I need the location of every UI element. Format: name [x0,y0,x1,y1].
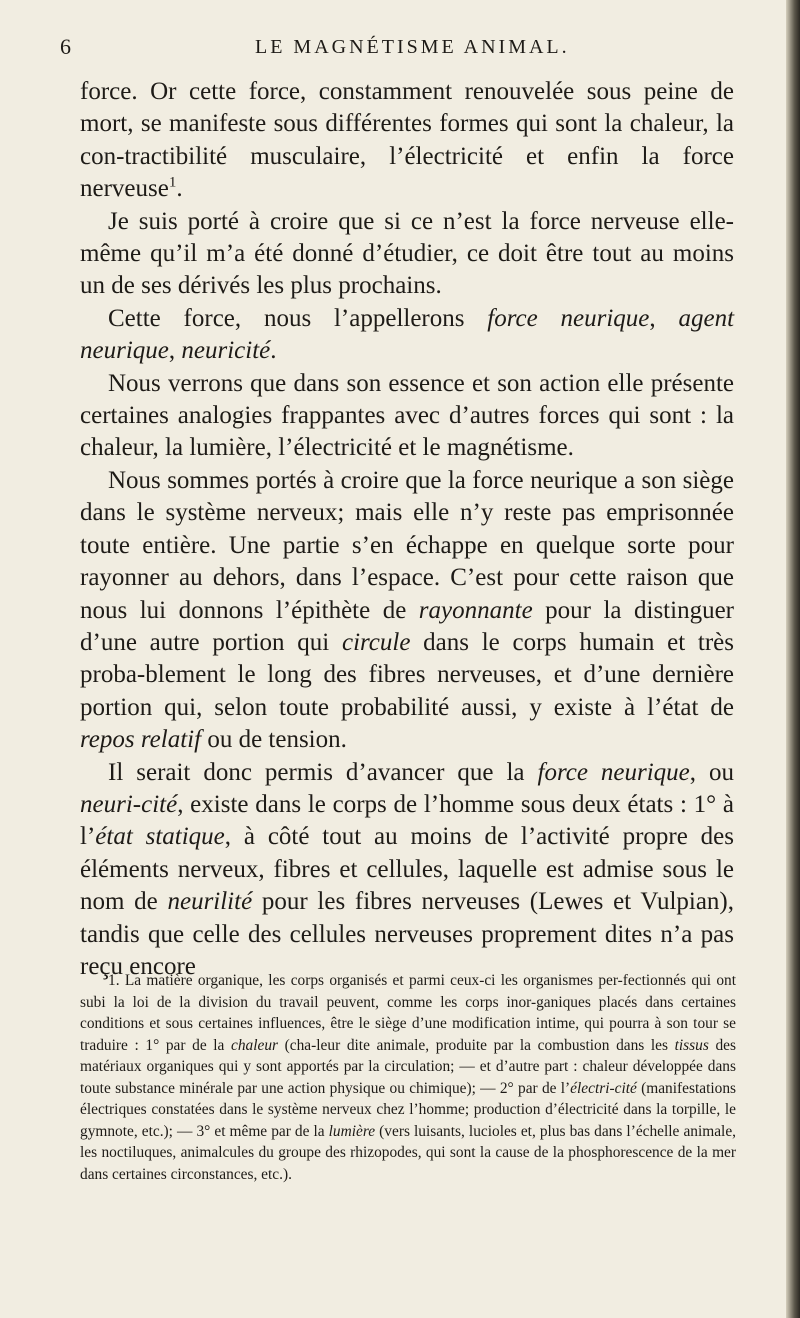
text-run: , existe dans le corps de l’homme sous deux états : 1° à l’ [80,790,734,851]
text-run: Il serait donc permis d’avancer que la [108,758,538,786]
text-run: Je suis porté à croire que si ce n’est la force nerveuse elle-même qu’il m’a été donné d’étudier, ce doit être tout au moins un de ses dérivés les plus prochains. [80,207,734,300]
paragraph [80,303,734,368]
text-run: dans le corps humain et très proba-blement le long des fibres nerveuses, et d’une dernière portion qui, selon toute probabilité aussi, y existe à l’état de [80,628,734,721]
text-run: 1. La matière organique, les corps organisés et parmi ceux-ci les organismes per-fectionnés qui ont subi la loi de la division du travail peuvent, comme les corps inor-ganiques placés dans certaines conditions et sous certaines influences, être le siège d’une modification intime, qui pourra à son tour se traduire : 1° par de la [80,972,736,1054]
italic-term: neurilité [167,888,253,916]
italic-term: chaleur [231,1036,279,1054]
text-run: Cette force, nous l’appellerons [108,304,488,332]
text-run: (manifestations électriques constatées dans le système nerveux chez l’homme; production d’électricité dans la torpille, le gymnote, etc.); — 3° et même par de la [80,1079,737,1140]
text-run: , à côté tout au moins de l’activité propre des éléments nerveux, fibres et cellules, laquelle est admise sous le nom de [80,823,734,916]
paragraph [80,757,734,984]
running-title: LE MAGNÉTISME ANIMAL. [255,36,570,58]
footnote-marker: 1 [168,174,177,191]
text-run: pour la distinguer d’une autre portion qui [80,596,734,656]
text-run: , [649,304,679,332]
paragraph [80,76,734,206]
text-run: ou de tension. [201,726,347,754]
italic-term: force neurique [487,304,650,332]
text-run: force. Or cette force, constamment renouvelée sous peine de mort, se manifeste sous différentes formes qui sont la chaleur, la con-tractibilité musculaire, l’électricité et enfin la force nerveuse [80,78,734,203]
text-run: . [176,175,183,203]
italic-term: agent neurique [80,304,735,365]
text-run: pour les fibres nerveuses (Lewes et Vulpian), tandis que celle des cellules nerveuses proprement dites n’a pas reçu encore [80,888,735,980]
text-run: , ou [689,758,734,786]
footnotes [80,970,736,1185]
italic-term: neuricité [181,337,271,365]
text-run: . [270,337,277,365]
text-run: , [168,337,182,365]
italic-term: circule [341,628,411,656]
italic-term: force neurique [537,758,690,786]
italic-term: repos relatif [80,726,202,754]
text-run: Nous sommes portés à croire que la force neurique a son siège dans le système nerveux; mais elle n’y reste pas emprisonnée toute entière. Une partie s’en échappe en quelque sorte pour rayonner au dehors, dans l’espace. C’est pour cette raison que nous lui donnons l’épithète de [80,466,734,624]
main-text [80,76,734,983]
page-number: 6 [60,34,71,59]
italic-term: rayonnante [418,596,533,624]
italic-term: électri-cité [570,1079,637,1097]
paragraph [80,206,734,303]
paragraph [80,368,734,465]
text-run: (vers luisants, lucioles et, plus bas dans l’échelle animale, les noctiluques, animalcules du groupe des rhizopodes, qui sont la cause de la phosphorescence de la mer dans certaines circonstances, etc.). [80,1122,737,1183]
paragraph [80,465,734,757]
text-run: Nous verrons que dans son essence et son action elle présente certaines analogies frappantes avec d’autres forces qui sont : la chaleur, la lumière, l’électricité et le magnétisme. [80,369,734,462]
page-header [60,28,740,68]
page-edge-shadow [786,0,800,1318]
footnote [80,970,736,1185]
text-run: (cha-leur dite animale, produite par la combustion dans les [278,1036,675,1054]
text-run: des matériaux organiques qui y sont apportés par la circulation; — et d’autre part : chaleur développée dans toute substance minérale par une action physique ou chimique); — 2° par de l’ [80,1036,736,1097]
italic-term: neuri-cité [80,790,178,818]
italic-term: état statique [95,823,225,851]
italic-term: tissus [674,1036,709,1054]
italic-term: lumière [328,1122,376,1140]
